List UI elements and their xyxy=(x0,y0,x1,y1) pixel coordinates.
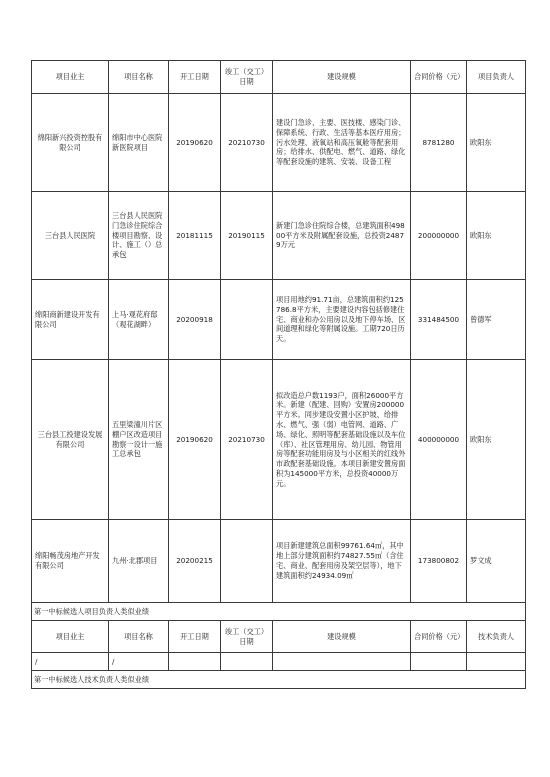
cell-name: 上马·观花府邸（观花湖畔） xyxy=(109,280,169,360)
col-header-price: 合同价格（元） xyxy=(411,61,467,94)
performance-sheet xyxy=(31,60,525,689)
table-header-row xyxy=(32,61,526,94)
cell-scale: 项目用地约91.71亩，总建筑面积约125786.8平方米，主要建设内容包括修建住宅、商业和办公用房以及地下停车场、区间道理和绿化等附属设施。工期720日历天。 xyxy=(273,280,411,360)
cell-start: 20200215 xyxy=(169,520,221,603)
cell-manager: 罗文成 xyxy=(467,520,526,603)
cell-end xyxy=(221,280,273,360)
cell-price: 400000000 xyxy=(411,360,467,520)
col-header-name: 项目名称 xyxy=(109,61,169,94)
cell-owner: 绵阳商新建设开发有限公司 xyxy=(32,280,109,360)
col-header-scale: 建设规模 xyxy=(273,621,411,653)
section-note-row xyxy=(32,671,526,689)
col-header-start: 开工日期 xyxy=(169,621,221,653)
cell-start xyxy=(169,653,221,671)
col-header-owner: 项目业主 xyxy=(32,621,109,653)
cell-owner: 绵阳畅茂房地产开发有限公司 xyxy=(32,520,109,603)
table-header-row xyxy=(32,621,526,653)
cell-scale: 建设门急诊、主要、医技楼、感染门诊、保障系统、行政、生活等基本医疗用房；污水处理、液氧站和高压氧舱等配套用房；给排水、供配电、燃气、道路、绿化等配套设施的建筑、安装、设备工程 xyxy=(273,94,411,192)
section-note-tech-lead: 第一中标候选人技术负责人类似业绩 xyxy=(32,671,526,689)
cell-name: 三台县人民医院门急诊住院综合楼项目勘察、设计、施工（）总承包 xyxy=(109,192,169,280)
cell-start: 20181115 xyxy=(169,192,221,280)
table-row xyxy=(32,520,526,603)
col-header-price: 合同价格（元） xyxy=(411,621,467,653)
col-header-scale: 建设规模 xyxy=(273,61,411,94)
cell-price: 200000000 xyxy=(411,192,467,280)
cell-manager: 欧阳东 xyxy=(467,192,526,280)
cell-start: 20200918 xyxy=(169,280,221,360)
table-row xyxy=(32,192,526,280)
cell-owner: 三台县人民医院 xyxy=(32,192,109,280)
cell-price: 8781280 xyxy=(411,94,467,192)
section-note-row xyxy=(32,603,526,621)
table-row xyxy=(32,653,526,671)
cell-name: / xyxy=(109,653,169,671)
cell-manager: 曾德军 xyxy=(467,280,526,360)
cell-scale: 项目新建建筑总面积99761.64㎡，其中地上部分建筑面积约74827.55㎡（含住宅、商业、配套用房及架空层等），地下建筑面积约24934.09㎡ xyxy=(273,520,411,603)
cell-price: 173800802 xyxy=(411,520,467,603)
col-header-end: 竣工（交工）日期 xyxy=(221,61,273,94)
cell-end: 20190115 xyxy=(221,192,273,280)
cell-scale: 新建门急诊住院综合楼，总建筑面积49800平方米及附属配套设施，总投资24879万元 xyxy=(273,192,411,280)
cell-scale xyxy=(273,653,411,671)
table-row xyxy=(32,94,526,192)
col-header-tech-lead: 技术负责人 xyxy=(467,621,526,653)
cell-price xyxy=(411,653,467,671)
cell-scale: 拟改造总户数1193户，面积26000平方米。新建（配建、回购）安置房200000平方米。同步建设安置小区护坡、给排水、燃气、强（弱）电管网、道路、广场、绿化、照明等配套基础设施以及车位（库）、社区管理用房、幼儿园、物管用房等配套功能用房及与小区相关的红线外市政配套基础设施。本项目新建安置房面积为145000平方米，总投资40000万元。 xyxy=(273,360,411,520)
cell-name: 九州·北郡项目 xyxy=(109,520,169,603)
table-row xyxy=(32,280,526,360)
col-header-start: 开工日期 xyxy=(169,61,221,94)
cell-name: 五里梁潼川片区棚户区改造项目勘察一设计一施工总承包 xyxy=(109,360,169,520)
cell-manager: 欧阳东 xyxy=(467,94,526,192)
cell-tech-lead xyxy=(467,653,526,671)
cell-name: 绵阳市中心医院新医院项目 xyxy=(109,94,169,192)
cell-end xyxy=(221,520,273,603)
technical-lead-performance-table xyxy=(31,620,526,689)
cell-owner: 三台县工投建设发展有限公司 xyxy=(32,360,109,520)
col-header-name: 项目名称 xyxy=(109,621,169,653)
col-header-owner: 项目业主 xyxy=(32,61,109,94)
cell-owner: 绵阳新兴投资控股有限公司 xyxy=(32,94,109,192)
cell-end: 20210730 xyxy=(221,360,273,520)
cell-end: 20210730 xyxy=(221,94,273,192)
cell-start: 20190620 xyxy=(169,94,221,192)
cell-end xyxy=(221,653,273,671)
col-header-manager: 项目负责人 xyxy=(467,61,526,94)
manager-performance-table xyxy=(31,60,526,621)
col-header-end: 竣工（交工）日期 xyxy=(221,621,273,653)
cell-price: 331484500 xyxy=(411,280,467,360)
cell-manager: 欧阳东 xyxy=(467,360,526,520)
cell-start: 20190620 xyxy=(169,360,221,520)
section-note-manager: 第一中标候选人项目负责人类似业绩 xyxy=(32,603,526,621)
table-row xyxy=(32,360,526,520)
cell-owner: / xyxy=(32,653,109,671)
